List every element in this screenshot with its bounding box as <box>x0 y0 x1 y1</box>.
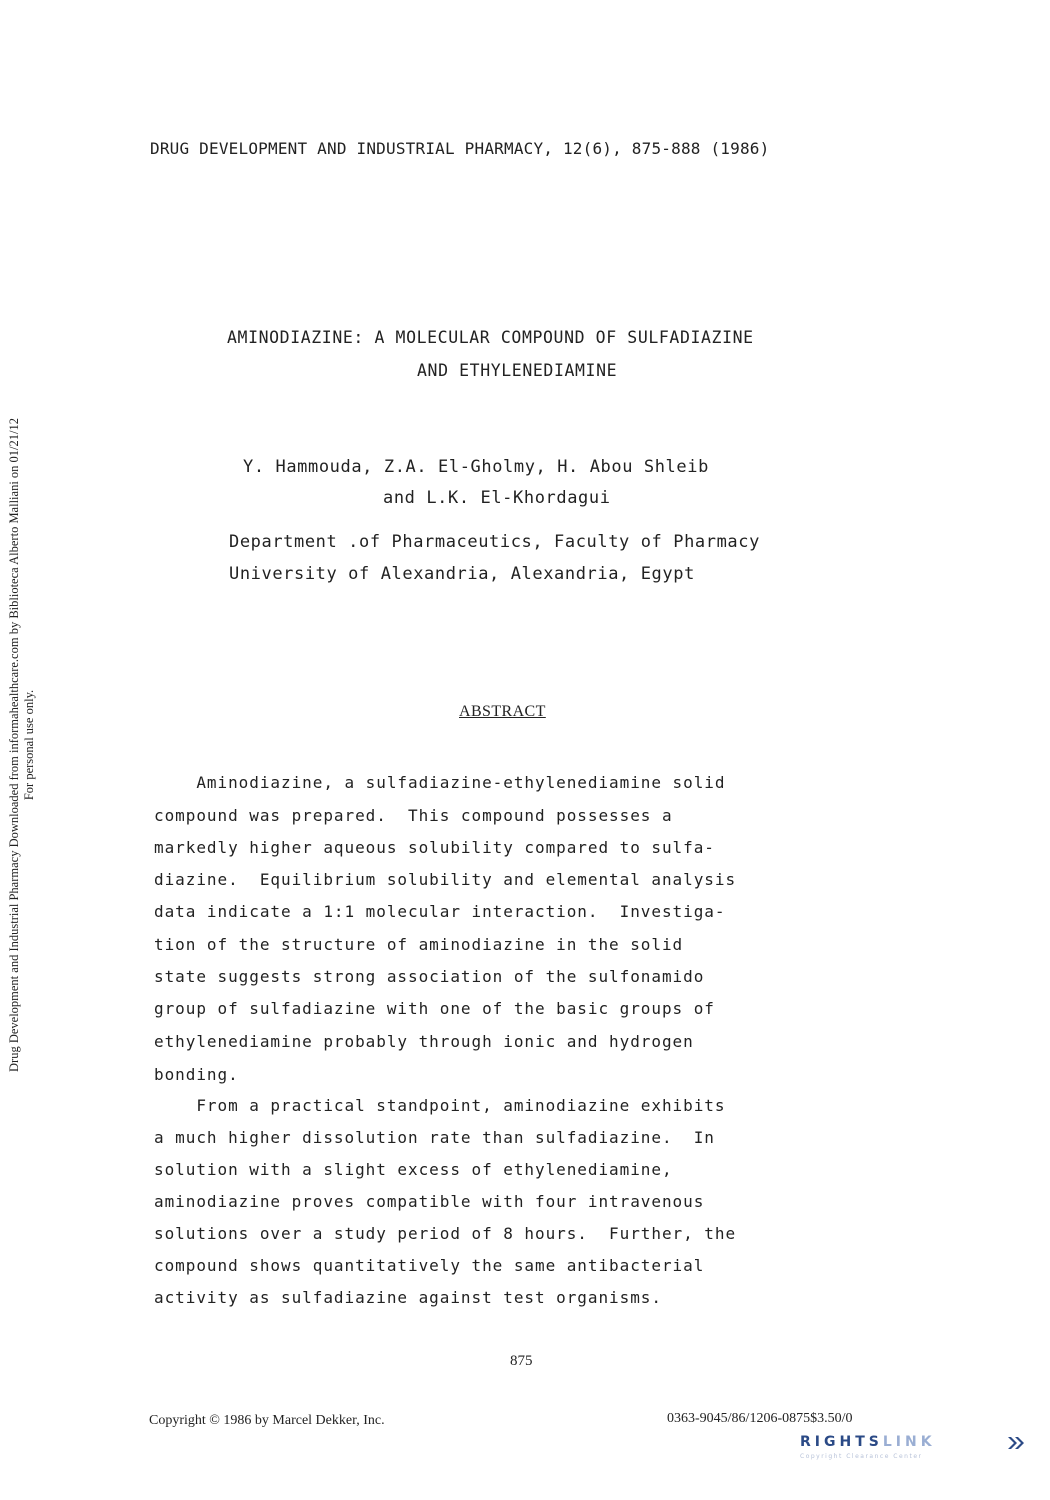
copyright-notice: Copyright © 1986 by Marcel Dekker, Inc. <box>149 1413 385 1428</box>
rightslink-word-dark: RIGHTS <box>800 1434 883 1450</box>
page-number: 875 <box>510 1353 533 1369</box>
affiliation-line-1: Department .of Pharmaceutics, Faculty of Pharmacy <box>229 532 760 552</box>
abstract-line: From a practical standpoint, aminodiazine exhibits <box>154 1096 726 1115</box>
abstract-heading: ABSTRACT <box>459 703 546 720</box>
abstract-line: Aminodiazine, a sulfadiazine-ethylenediamine solid <box>154 773 726 792</box>
abstract-line: group of sulfadiazine with one of the basic groups of <box>154 999 715 1018</box>
abstract-line: bonding. <box>154 1065 239 1084</box>
authors-line-2: and L.K. El-Khordagui <box>383 488 611 508</box>
abstract-line: solutions over a study period of 8 hours. Further, the <box>154 1224 737 1243</box>
abstract-line: aminodiazine proves compatible with four intravenous <box>154 1192 705 1211</box>
article-title-line-2: AND ETHYLENEDIAMINE <box>417 361 618 380</box>
rightslink-wordmark <box>800 1434 1030 1450</box>
abstract-line: data indicate a 1:1 molecular interaction. Investiga- <box>154 902 726 921</box>
abstract-line: state suggests strong association of the sulfonamido <box>154 967 705 986</box>
abstract-line: a much higher dissolution rate than sulfadiazine. In <box>154 1128 715 1147</box>
chevron-arrow-icon <box>1007 1436 1025 1450</box>
abstract-line: ethylenediamine probably through ionic and hydrogen <box>154 1032 694 1051</box>
rightslink-word-light: LINK <box>882 1434 936 1450</box>
abstract-line: compound shows quantitatively the same antibacterial <box>154 1256 705 1275</box>
download-watermark <box>7 418 37 1072</box>
abstract-line: diazine. Equilibrium solubility and elemental analysis <box>154 870 737 889</box>
abstract-line: compound was prepared. This compound possesses a <box>154 806 673 825</box>
abstract-line: markedly higher aqueous solubility compared to sulfa- <box>154 838 715 857</box>
abstract-line: solution with a slight excess of ethylenediamine, <box>154 1160 673 1179</box>
watermark-line-2: For personal use only. <box>22 689 36 801</box>
article-title-line-1: AMINODIAZINE: A MOLECULAR COMPOUND OF SULFADIAZINE <box>227 328 754 347</box>
abstract-line: activity as sulfadiazine against test organisms. <box>154 1288 662 1307</box>
journal-header: DRUG DEVELOPMENT AND INDUSTRIAL PHARMACY, 12(6), 875-888 (1986) <box>150 139 770 158</box>
rightslink-logo[interactable] <box>800 1434 1030 1474</box>
affiliation-line-2: University of Alexandria, Alexandria, Egypt <box>229 564 695 584</box>
authors-line-1: Y. Hammouda, Z.A. El-Gholmy, H. Abou Shleib <box>243 457 709 477</box>
abstract-line: tion of the structure of aminodiazine in the solid <box>154 935 684 954</box>
watermark-line-1: Drug Development and Industrial Pharmacy Downloaded from informahealthcare.com by Biblioteca Alberto Malliani on 01/21/12 <box>7 418 21 1072</box>
rightslink-subtitle: Copyright Clearance Center <box>800 1453 923 1460</box>
article-code: 0363-9045/86/1206-0875$3.50/0 <box>667 1411 853 1426</box>
